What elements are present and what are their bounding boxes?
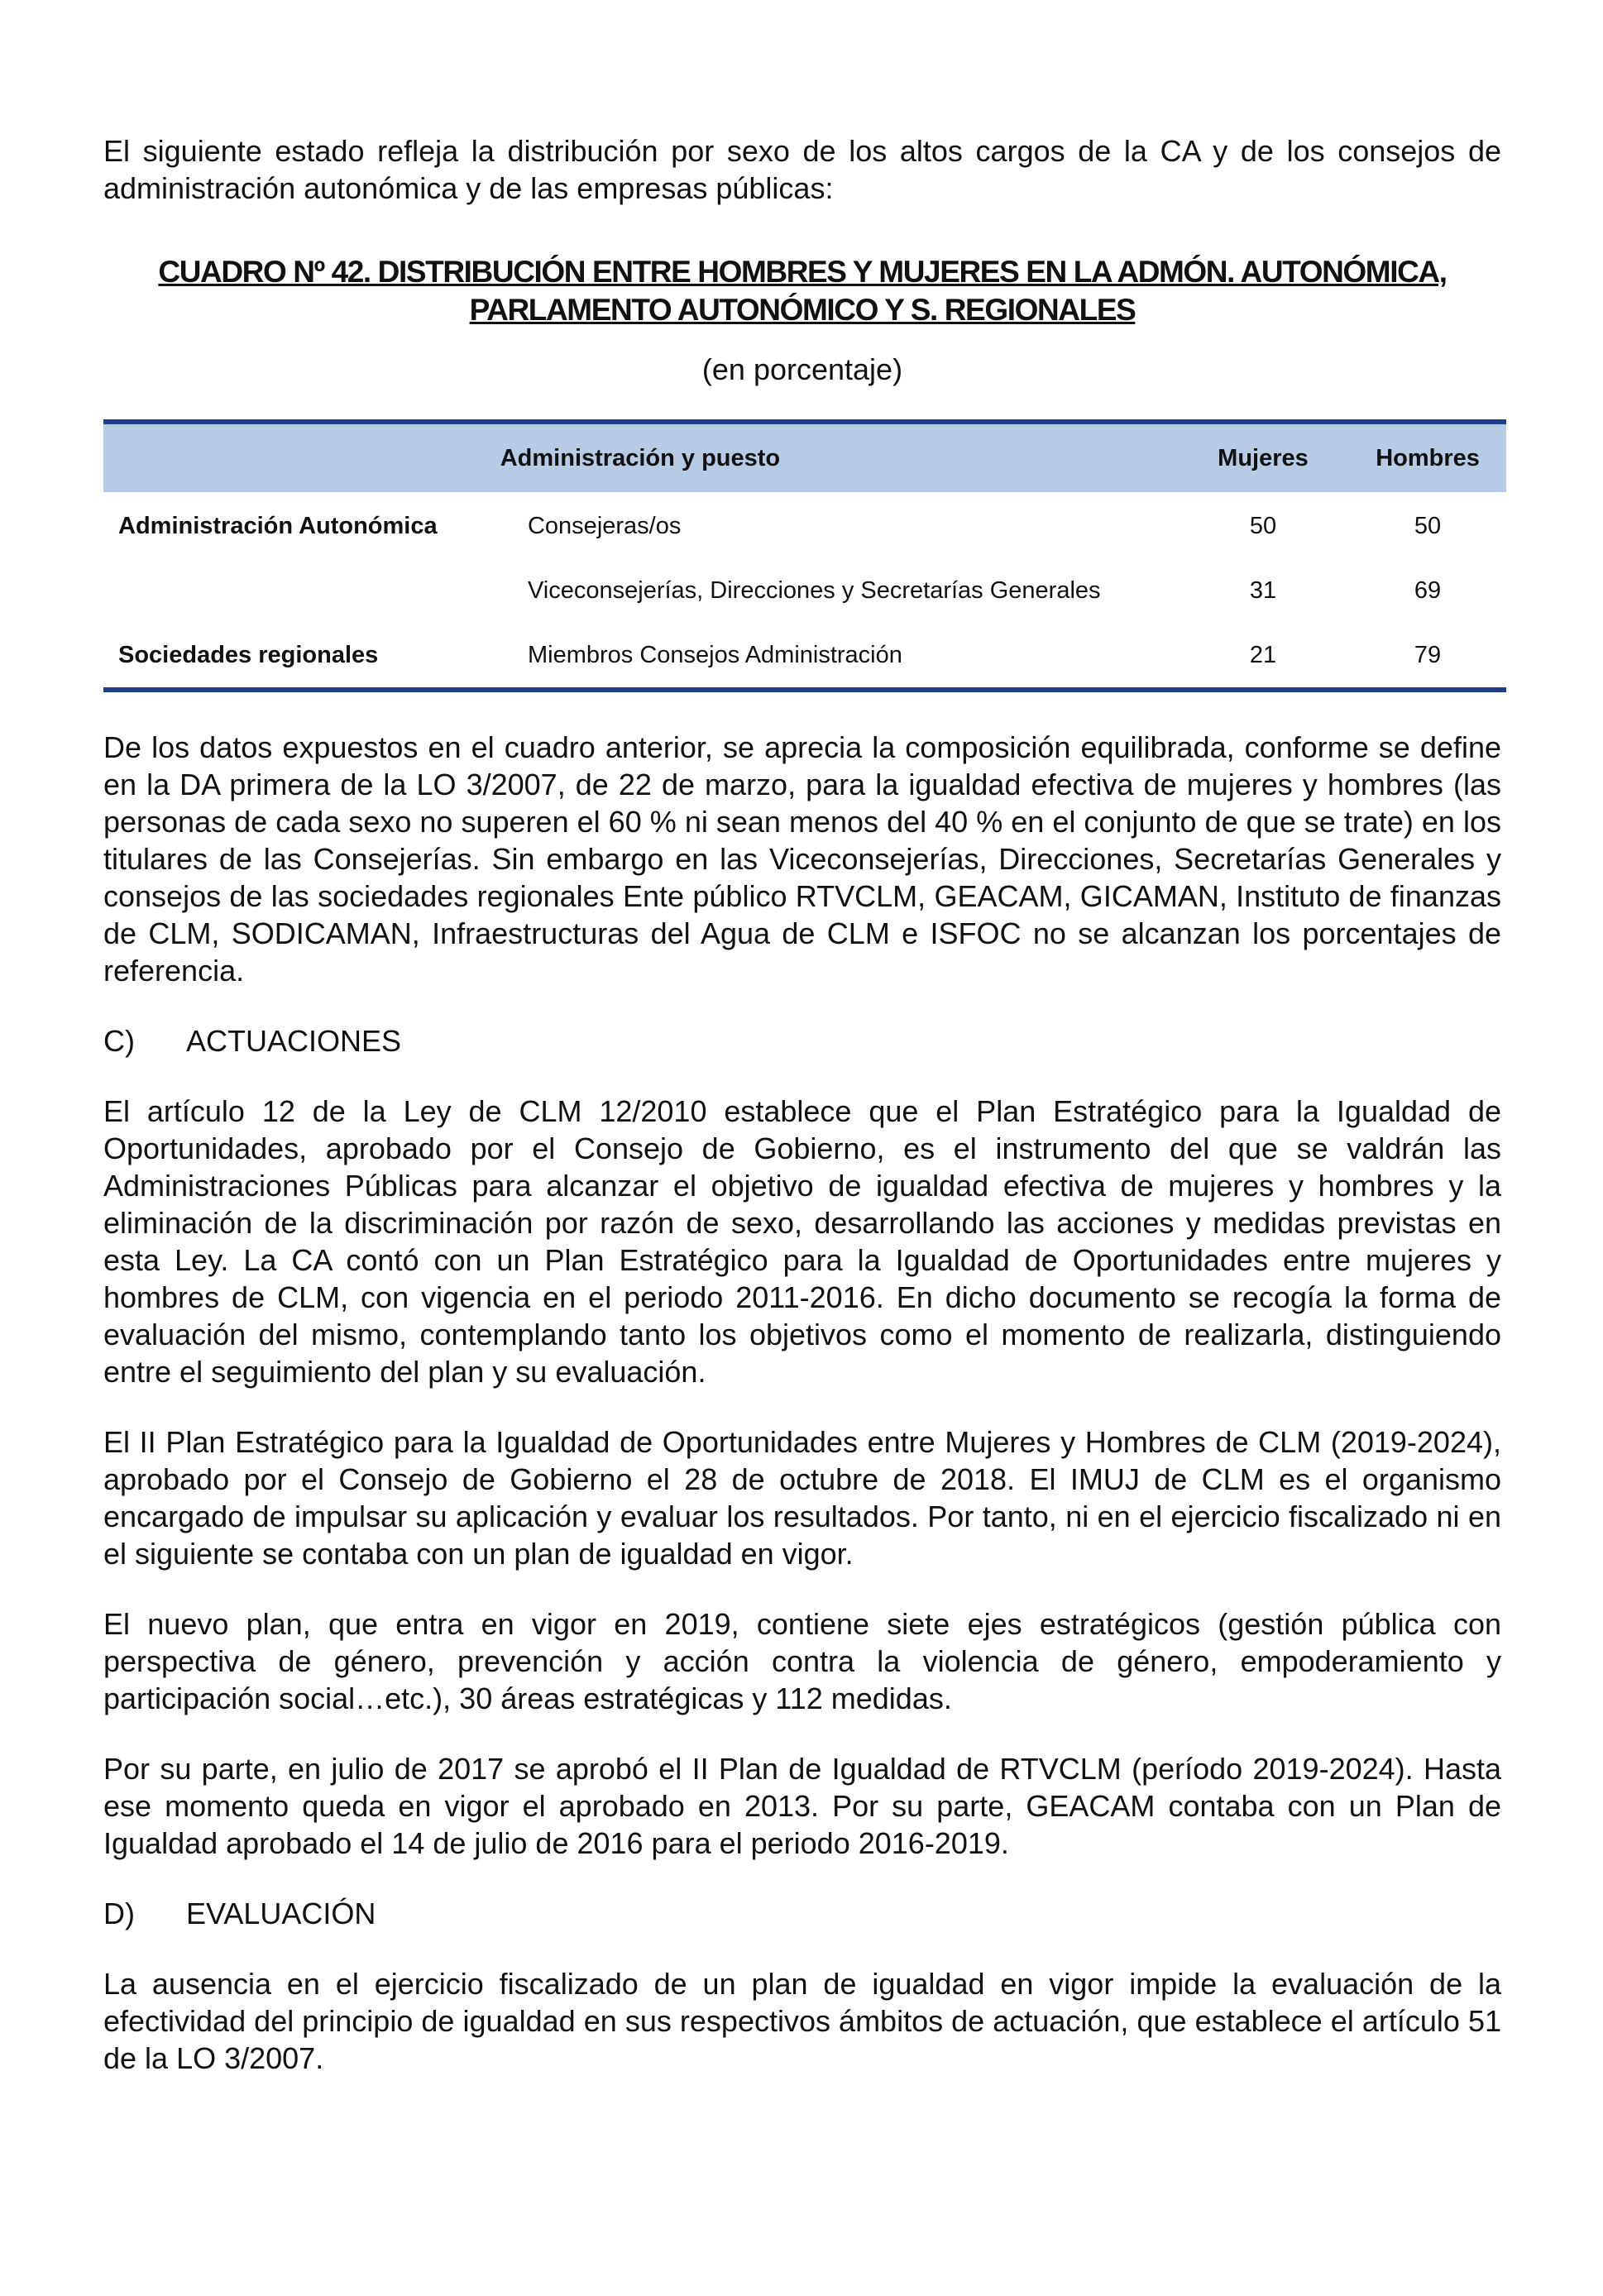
- section-heading-c: [103, 1022, 1501, 1060]
- section-title: ACTUACIONES: [186, 1024, 402, 1058]
- header-mujeres: Mujeres: [1177, 422, 1349, 493]
- paragraph-ii-plan: El II Plan Estratégico para la Igualdad de Oportunidades entre Mujeres y Hombres de CLM (2019-2024), aprobado por el Consejo de Gobierno el 28 de octubre de 2018. El IMUJ de CLM es el organismo encargado de impulsar su aplicación y evaluar los resultados. Por tanto, ni en el ejercicio fiscalizado ni en el siguiente se contaba con un plan de igualdad en vigor.: [103, 1425, 1501, 1571]
- paragraph-nuevo-plan: El nuevo plan, que entra en vigor en 2019, contiene siete ejes estratégicos (gestión pública con perspectiva de género, prevención y acción contra la violencia de género, empoderamiento y participación social…etc.), 30 áreas estratégicas y 112 medidas.: [103, 1607, 1501, 1715]
- row-hombres: 50: [1414, 512, 1442, 539]
- row-hombres: 69: [1414, 576, 1442, 604]
- row-puesto: Miembros Consejos Administración: [528, 623, 1177, 690]
- table-row: [103, 493, 1506, 558]
- table-header-row: [103, 422, 1506, 493]
- row-puesto: Consejeras/os: [527, 512, 682, 539]
- header-admin: Administración y puesto: [103, 422, 1177, 493]
- section-letter: D): [103, 1897, 135, 1930]
- table-title-line2: PARLAMENTO AUTONÓMICO Y S. REGIONALES: [469, 293, 1136, 327]
- row-mujeres: 31: [1249, 576, 1277, 604]
- table-title-line1: CUADRO Nº 42. DISTRIBUCIÓN ENTRE HOMBRES Y MUJERES EN LA ADMÓN. AUTONÓMICA,: [158, 255, 1447, 289]
- section-letter: C): [103, 1024, 135, 1058]
- intro-paragraph: El siguiente estado refleja la distribución por sexo de los altos cargos de la CA y de los consejos de administración autonómica y de las empresas públicas:: [103, 134, 1501, 205]
- paragraph-analysis: De los datos expuestos en el cuadro anterior, se aprecia la composición equilibrada, conforme se define en la DA primera de la LO 3/2007, de 22 de marzo, para la igualdad efectiva de mujeres y hombres (las personas de cada sexo no superen el 60 % ni sean menos del 40 % en el conjunto de que se trate) en los titulares de las Consejerías. Sin embargo en las Viceconsejerías, Direcciones, Secretarías Generales y consejos de las sociedades regionales Ente público RTVCLM, GEACAM, GICAMAN, Instituto de finanzas de CLM, SODICAMAN, Infraestructuras del Agua de CLM e ISFOC no se alcanzan los porcentajes de referencia.: [103, 730, 1501, 988]
- row-group: Administración Autonómica: [118, 512, 438, 539]
- row-group: Sociedades regionales: [103, 623, 528, 690]
- document-page: [103, 132, 1501, 2077]
- paragraph-rtvclm: Por su parte, en julio de 2017 se aprobó el II Plan de Igualdad de RTVCLM (período 2019-2024). Hasta ese momento queda en vigor el aprobado en 2013. Por su parte, GEACAM contaba con un Plan de Igualdad aprobado el 14 de julio de 2016 para el periodo 2016-2019.: [103, 1752, 1501, 1860]
- table-row: [103, 558, 1506, 623]
- section-heading-d: [103, 1895, 1501, 1932]
- section-title: EVALUACIÓN: [186, 1897, 376, 1930]
- row-hombres: 79: [1349, 623, 1506, 690]
- header-hombres: Hombres: [1349, 422, 1506, 493]
- paragraph-evaluacion: La ausencia en el ejercicio fiscalizado de un plan de igualdad en vigor impide la evaluación de la efectividad del principio de igualdad en sus respectivos ámbitos de actuación, que establece el artículo 51 de la LO 3/2007.: [103, 1967, 1501, 2075]
- row-mujeres: 21: [1177, 623, 1349, 690]
- table-unit: (en porcentaje): [701, 352, 903, 386]
- distribution-table: [103, 419, 1506, 692]
- row-group: [103, 558, 528, 623]
- paragraph-articulo: El artículo 12 de la Ley de CLM 12/2010 establece que el Plan Estratégico para la Igualdad de Oportunidades, aprobado por el Consejo de Gobierno, es el instrumento del que se valdrán las Administraciones Públicas para alcanzar el objetivo de igualdad efectiva de mujeres y hombres y la eliminación de la discriminación por razón de sexo, desarrollando las acciones y medidas previstas en esta Ley. La CA contó con un Plan Estratégico para la Igualdad de Oportunidades entre mujeres y hombres de CLM, con vigencia en el periodo 2011-2016. En dicho documento se recogía la forma de evaluación del mismo, contemplando tanto los objetivos como el momento de realizarla, distinguiendo entre el seguimiento del plan y su evaluación.: [103, 1094, 1501, 1389]
- row-mujeres: 50: [1249, 512, 1277, 539]
- table-row: [103, 623, 1506, 690]
- row-puesto: Viceconsejerías, Direcciones y Secretarías Generales: [527, 576, 1101, 604]
